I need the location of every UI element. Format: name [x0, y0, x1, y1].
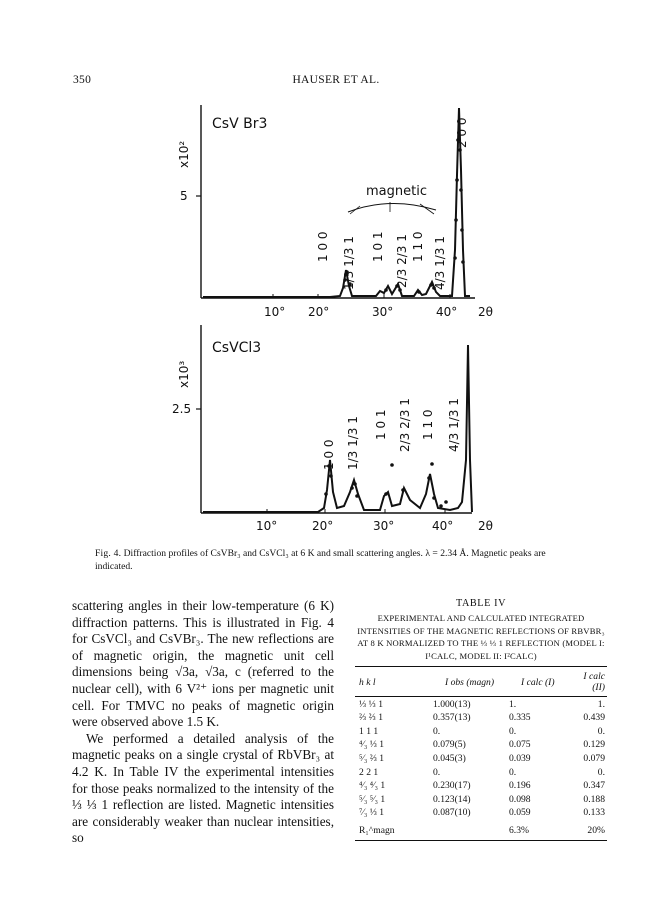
cell-iobs: 1.000(13)	[433, 698, 471, 710]
cell-icalc-1: 0.	[509, 766, 517, 778]
top-peak-1-3-1-3-1: 1/3 1/3 1	[342, 236, 356, 290]
r-factor-label: R₁^magn	[355, 820, 431, 841]
table-row	[355, 752, 607, 766]
bottom-data-points	[324, 462, 448, 508]
top-peak-4-3-1-3-1: 4/3 1/3 1	[433, 236, 447, 290]
cell-iobs: 0.087(10)	[433, 807, 471, 819]
header-iobs: I obs (magn)	[431, 667, 507, 697]
cell-icalc-2: 0.079	[583, 753, 605, 765]
cell-hkl: ⁴⁄₃ ⅓ 1	[359, 739, 385, 751]
header-icalc-2: I calc (II)	[573, 667, 607, 697]
running-head: HAUSER ET AL.	[292, 74, 380, 86]
bottom-xtick-10: 10°	[256, 519, 278, 533]
top-xtick-40: 40°	[436, 305, 458, 319]
cell-icalc-2: 0.	[597, 725, 605, 737]
header-icalc-1: I calc (I)	[507, 667, 573, 697]
table-row	[355, 697, 607, 711]
cell-icalc-1: 0.039	[509, 753, 531, 765]
bottom-peak-4-3-1-3-1: 4/3 1/3 1	[447, 398, 461, 452]
top-xtick-10: 10°	[264, 305, 286, 319]
cell-hkl: ⅔ ⅔ 1	[359, 712, 383, 724]
bottom-peak-2-3-2-3-1: 2/3 2/3 1	[398, 398, 412, 452]
cell-icalc-2: 0.347	[583, 780, 605, 792]
top-peak-110: 1 1 0	[411, 231, 425, 262]
top-peak-100: 1 0 0	[316, 231, 330, 262]
table-row	[355, 779, 607, 793]
cell-hkl: ⁴⁄₃ ⁴⁄₃ 1	[359, 780, 386, 792]
cell-hkl: ⁷⁄₃ ⅓ 1	[359, 807, 385, 819]
top-peak-200: 2 0 0	[455, 117, 469, 148]
cell-iobs: 0.	[433, 725, 441, 737]
cell-iobs: 0.	[433, 766, 441, 778]
cell-hkl: ⁵⁄₃ ⅔ 1	[359, 753, 385, 765]
page-number: 350	[73, 74, 92, 86]
top-peak-2-3-2-3-1: 2/3 2/3 1	[395, 234, 409, 288]
bottom-xtick-40: 40°	[432, 519, 454, 533]
r-factor-spacer	[431, 820, 507, 841]
bottom-xtick-20: 20°	[312, 519, 334, 533]
table-iv	[355, 598, 607, 841]
table-row	[355, 806, 607, 820]
cell-icalc-1: 0.075	[509, 739, 531, 751]
cell-icalc-1: 0.059	[509, 807, 531, 819]
header-hkl: h k l	[355, 667, 431, 697]
top-xlabel: 2θ	[478, 305, 493, 319]
top-compound-label: CsV Br3	[212, 116, 268, 132]
cell-icalc-2: 0.133	[583, 807, 605, 819]
cell-icalc-2: 0.	[597, 766, 605, 778]
body-paragraph-2: We performed a detailed analysis of the magnetic peaks on a single crystal of RbVBr₃ at 4.2 K. In Table IV the experimental intensities for those peaks normalized to the intensity of the ⅓ ⅓ 1 reflection are listed. Magnetic intensities are considerably weaker than nuclear intensities, so	[72, 730, 334, 846]
magnetic-bracket	[348, 203, 436, 212]
bottom-peak-100: 1 0 0	[322, 439, 336, 470]
r-factor-row	[355, 820, 607, 841]
body-text-column	[72, 598, 334, 847]
caption-label: Fig. 4.	[95, 548, 122, 559]
r-factor-model1: 6.3%	[507, 820, 573, 841]
table-caption: EXPERIMENTAL AND CALCULATED INTEGRATED INTENSITIES OF THE MAGNETIC REFLECTIONS OF RBVBR₃ AT 8 K NORMALIZED TO THE ⅓ ⅓ 1 REFLECTION (MODEL I: I¹CALC, MODEL II: I²CALC)	[357, 613, 605, 661]
cell-icalc-2: 1.	[597, 698, 605, 710]
cell-iobs: 0.079(5)	[433, 739, 466, 751]
magnetic-label: magnetic	[366, 184, 427, 199]
bottom-ytick-label: 2.5	[172, 402, 192, 416]
figure-caption	[95, 548, 585, 573]
cell-icalc-2: 0.439	[583, 712, 605, 724]
body-paragraph-1: scattering angles in their low-temperature (6 K) diffraction patterns. This is illustrated in Fig. 4 for CsVCl₃ and CsVBr₃. The new reflections are of magnetic origin, the magnetic unit cell dimensions being √3a, √3a, c (referred to the nuclear cell), with 6 V²⁺ ions per magnetic unit cell. For TMVC no peaks of magnetic origin were observed above 1.5 K.	[72, 598, 334, 730]
cell-icalc-2: 0.188	[583, 793, 605, 805]
bottom-scale-label: x10³	[177, 360, 191, 388]
cell-icalc-1: 0.196	[509, 780, 531, 792]
caption-text: Diffraction profiles of CsVBr₃ and CsVCl₃ at 6 K and small scattering angles. λ = 2.34 Å. Magnetic peaks are indicated.	[95, 548, 546, 572]
cell-hkl: 1 1 1	[359, 725, 379, 737]
cell-icalc-1: 0.	[509, 725, 517, 737]
bottom-compound-label: CsVCl3	[212, 340, 262, 356]
bottom-peak-110: 1 1 0	[421, 409, 435, 440]
cell-iobs: 0.123(14)	[433, 793, 471, 805]
table-row	[355, 725, 607, 739]
cell-hkl: ⁵⁄₃ ⁵⁄₃ 1	[359, 793, 386, 805]
intensity-table	[355, 666, 607, 840]
cell-iobs: 0.230(17)	[433, 780, 471, 792]
cell-icalc-2: 0.129	[583, 739, 605, 751]
top-peak-101: 1 0 1	[371, 231, 385, 262]
cell-iobs: 0.045(3)	[433, 753, 466, 765]
table-row	[355, 793, 607, 807]
top-xtick-20: 20°	[308, 305, 330, 319]
cell-hkl: 2 2 1	[359, 766, 379, 778]
table-header-row	[355, 667, 607, 697]
bottom-peak-101: 1 0 1	[374, 409, 388, 440]
cell-icalc-1: 0.098	[509, 793, 531, 805]
top-profile-curve	[203, 108, 470, 297]
bottom-panel	[172, 325, 493, 533]
table-row	[355, 738, 607, 752]
table-title: TABLE IV	[455, 598, 507, 609]
cell-icalc-1: 1.	[509, 698, 517, 710]
table-row	[355, 765, 607, 779]
cell-icalc-1: 0.335	[509, 712, 531, 724]
bottom-peak-1-3-1-3-1: 1/3 1/3 1	[346, 416, 360, 470]
top-xtick-30: 30°	[372, 305, 394, 319]
top-panel	[177, 105, 493, 319]
r-factor-model2: 20%	[573, 820, 607, 841]
top-scale-label: x10²	[177, 140, 191, 168]
table-row	[355, 711, 607, 725]
cell-iobs: 0.357(13)	[433, 712, 471, 724]
top-ytick-label: 5	[180, 189, 188, 203]
bottom-xlabel: 2θ	[478, 519, 493, 533]
cell-hkl: ⅓ ⅓ 1	[359, 698, 383, 710]
bottom-xtick-30: 30°	[373, 519, 395, 533]
